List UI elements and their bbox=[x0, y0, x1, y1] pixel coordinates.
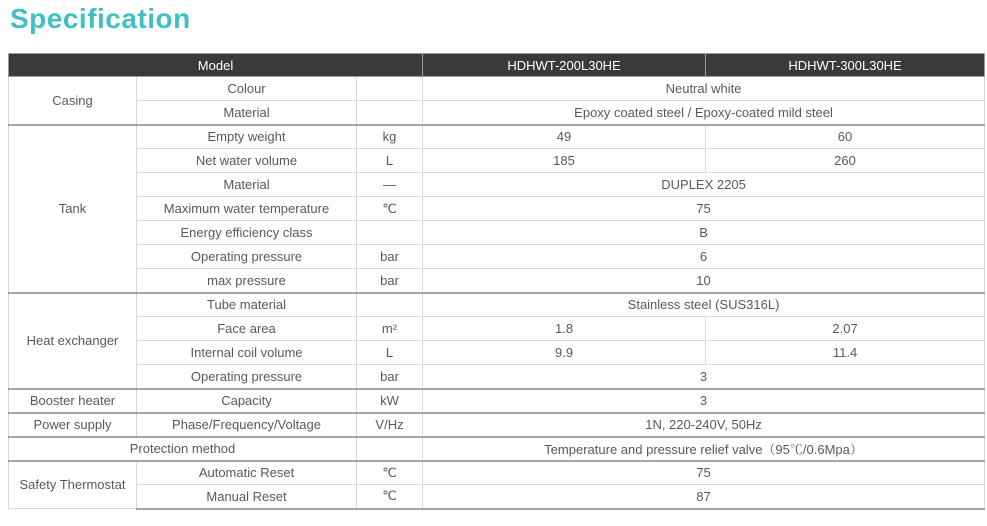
table-row bbox=[9, 413, 985, 437]
parameter-cell: max pressure bbox=[137, 269, 357, 293]
value-cell-model-1: 185 bbox=[423, 149, 706, 173]
parameter-cell: Material bbox=[137, 101, 357, 125]
table-row bbox=[9, 293, 985, 317]
page-title: Specification bbox=[10, 3, 191, 34]
unit-cell: ℃ bbox=[357, 461, 423, 485]
unit-cell: V/Hz bbox=[357, 413, 423, 437]
spec-table-body bbox=[9, 77, 985, 509]
unit-cell: bar bbox=[357, 245, 423, 269]
table-row bbox=[9, 221, 985, 245]
model-1-header-cell: HDHWT-200L30HE bbox=[423, 54, 706, 77]
parameter-cell: Operating pressure bbox=[137, 365, 357, 389]
value-cell: 10 bbox=[423, 269, 985, 293]
unit-cell: m² bbox=[357, 317, 423, 341]
unit-cell: ℃ bbox=[357, 197, 423, 221]
unit-cell: ℃ bbox=[357, 485, 423, 509]
value-cell-model-2: 260 bbox=[706, 149, 985, 173]
parameter-cell: Phase/Frequency/Voltage bbox=[137, 413, 357, 437]
parameter-cell: Energy efficiency class bbox=[137, 221, 357, 245]
value-cell-model-1: 1.8 bbox=[423, 317, 706, 341]
value-cell-model-2: 2.07 bbox=[706, 317, 985, 341]
value-cell: 3 bbox=[423, 365, 985, 389]
parameter-cell: Maximum water temperature bbox=[137, 197, 357, 221]
category-cell: Tank bbox=[9, 125, 137, 293]
category-cell: Protection method bbox=[9, 437, 357, 461]
parameter-cell: Empty weight bbox=[137, 125, 357, 149]
table-row bbox=[9, 317, 985, 341]
value-cell-model-2: 11.4 bbox=[706, 341, 985, 365]
parameter-cell: Internal coil volume bbox=[137, 341, 357, 365]
parameter-cell: Face area bbox=[137, 317, 357, 341]
table-row bbox=[9, 269, 985, 293]
table-row bbox=[9, 173, 985, 197]
parameter-cell: Operating pressure bbox=[137, 245, 357, 269]
category-cell: Casing bbox=[9, 77, 137, 125]
table-row bbox=[9, 341, 985, 365]
value-cell: Temperature and pressure relief valve（95℃/0.6Mpa） bbox=[423, 437, 985, 461]
value-cell: 1N, 220-240V, 50Hz bbox=[423, 413, 985, 437]
value-cell: Epoxy coated steel / Epoxy-coated mild steel bbox=[423, 101, 985, 125]
parameter-cell: Tube material bbox=[137, 293, 357, 317]
value-cell: 75 bbox=[423, 197, 985, 221]
table-row bbox=[9, 125, 985, 149]
value-cell: B bbox=[423, 221, 985, 245]
value-cell: 87 bbox=[423, 485, 985, 509]
unit-cell: kW bbox=[357, 389, 423, 413]
unit-cell: L bbox=[357, 341, 423, 365]
unit-cell bbox=[357, 437, 423, 461]
table-row bbox=[9, 77, 985, 101]
unit-cell bbox=[357, 101, 423, 125]
parameter-cell: Colour bbox=[137, 77, 357, 101]
category-cell: Power supply bbox=[9, 413, 137, 437]
parameter-cell: Capacity bbox=[137, 389, 357, 413]
category-cell: Safety Thermostat bbox=[9, 461, 137, 509]
unit-cell: — bbox=[357, 173, 423, 197]
value-cell-model-2: 60 bbox=[706, 125, 985, 149]
value-cell: Neutral white bbox=[423, 77, 985, 101]
table-row bbox=[9, 245, 985, 269]
table-row bbox=[9, 101, 985, 125]
unit-cell: bar bbox=[357, 269, 423, 293]
table-row bbox=[9, 437, 985, 461]
unit-cell bbox=[357, 77, 423, 101]
value-cell-model-1: 9.9 bbox=[423, 341, 706, 365]
category-cell: Heat exchanger bbox=[9, 293, 137, 389]
parameter-cell: Material bbox=[137, 173, 357, 197]
parameter-cell: Net water volume bbox=[137, 149, 357, 173]
table-row bbox=[9, 389, 985, 413]
unit-cell: kg bbox=[357, 125, 423, 149]
table-header-row bbox=[9, 54, 985, 77]
value-cell: 6 bbox=[423, 245, 985, 269]
unit-cell: L bbox=[357, 149, 423, 173]
unit-cell bbox=[357, 221, 423, 245]
value-cell: DUPLEX 2205 bbox=[423, 173, 985, 197]
table-row bbox=[9, 197, 985, 221]
model-2-header-cell: HDHWT-300L30HE bbox=[706, 54, 985, 77]
parameter-cell: Manual Reset bbox=[137, 485, 357, 509]
parameter-cell: Automatic Reset bbox=[137, 461, 357, 485]
value-cell-model-1: 49 bbox=[423, 125, 706, 149]
unit-cell: bar bbox=[357, 365, 423, 389]
category-cell: Booster heater bbox=[9, 389, 137, 413]
specification-table bbox=[8, 53, 985, 510]
model-header-cell: Model bbox=[9, 54, 423, 77]
table-row bbox=[9, 485, 985, 509]
unit-cell bbox=[357, 293, 423, 317]
value-cell: Stainless steel (SUS316L) bbox=[423, 293, 985, 317]
value-cell: 3 bbox=[423, 389, 985, 413]
value-cell: 75 bbox=[423, 461, 985, 485]
table-row bbox=[9, 365, 985, 389]
table-row bbox=[9, 149, 985, 173]
table-row bbox=[9, 461, 985, 485]
